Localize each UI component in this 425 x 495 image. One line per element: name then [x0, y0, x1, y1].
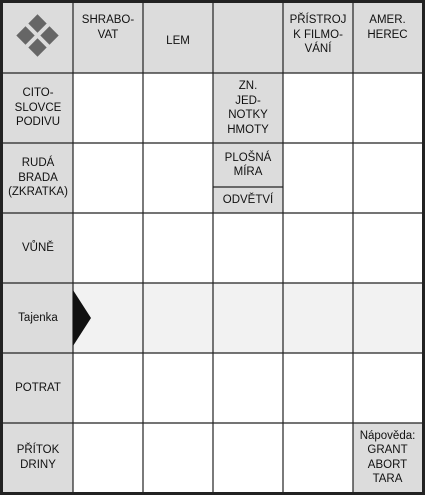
row-clue-vune: VŮNĚ	[3, 213, 73, 283]
inner-clue-plosna-mira: PLOŠNÁ MÍRA	[213, 143, 283, 187]
header-clue-shrabovat: SHRABO- VAT	[73, 3, 143, 73]
hint-cell: Nápověda: GRANT ABORT TARA	[353, 423, 422, 492]
row-clue-ruda-brada: RUDÁ BRADA (ZKRATKA)	[3, 143, 73, 213]
row-clue-pritok-driny: PŘÍTOK DRINY	[3, 423, 73, 492]
inner-clue-odvetvi: ODVĚTVÍ	[213, 187, 283, 213]
header-clue-lem: LEM	[143, 3, 213, 73]
tajenka-arrow-icon	[73, 290, 91, 346]
row-clue-potrat: POTRAT	[3, 353, 73, 423]
header-clue-amer-herec: AMER. HEREC	[353, 3, 422, 73]
row-clue-tajenka: Tajenka	[3, 283, 73, 353]
row-clue-citoslovce: CITO- SLOVCE PODIVU	[3, 73, 73, 143]
header-clue-pristroj: PŘÍSTROJ K FILMO- VÁNÍ	[283, 3, 353, 73]
inner-clue-zn-jednotky: ZN. JED- NOTKY HMOTY	[213, 73, 283, 143]
